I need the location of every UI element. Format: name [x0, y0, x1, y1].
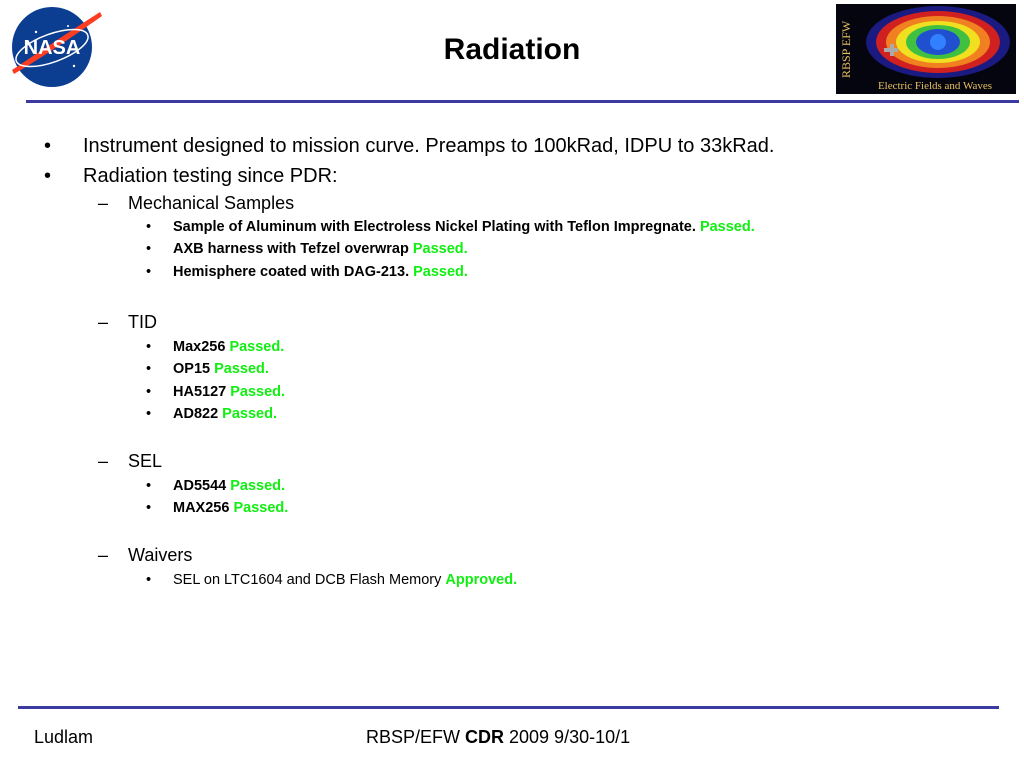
footer-prefix: RBSP/EFW: [366, 727, 466, 747]
item-text: Sample of Aluminum with Electroless Nickel Plating with Teflon Impregnate.: [173, 219, 696, 235]
bullet-dot: •: [44, 135, 52, 157]
status-passed: Passed.: [233, 500, 289, 516]
dash-marker: –: [98, 312, 109, 332]
dash-marker: –: [98, 451, 109, 471]
item-text: AD5544: [173, 478, 227, 494]
subheading-text: SEL: [128, 451, 163, 471]
item-text: Hemisphere coated with DAG-213.: [173, 264, 410, 280]
bullet-text: Instrument designed to mission curve. Preamps to 100kRad, IDPU to 33kRad.: [83, 135, 775, 157]
footer-suffix: 2009 9/30-10/1: [504, 727, 631, 747]
status-passed: Passed.: [699, 219, 755, 235]
status-passed: Passed.: [214, 361, 269, 377]
bullet-dot: •: [146, 339, 152, 355]
dash-marker: –: [98, 545, 109, 565]
bullet-dot: •: [146, 406, 152, 422]
bullet-text: Radiation testing since PDR:: [83, 165, 338, 187]
subheading-text: Waivers: [128, 545, 193, 565]
item-text: Max256: [173, 339, 226, 355]
footer-cdr: CDR: [465, 727, 505, 747]
page-title: Radiation: [443, 33, 581, 66]
item-text: AXB harness with Tefzel overwrap: [173, 241, 409, 257]
status-approved: Approved.: [445, 572, 518, 588]
bullet-dot: •: [44, 165, 52, 187]
bullet-dot: •: [146, 572, 152, 588]
status-passed: Passed.: [230, 384, 286, 400]
header-divider: [26, 100, 1019, 103]
subheading-text: Mechanical Samples: [128, 193, 295, 213]
bullet-dot: •: [146, 241, 152, 257]
bullet-dot: •: [146, 264, 152, 280]
bullet-dot: •: [146, 219, 152, 235]
item-text: MAX256: [173, 500, 230, 516]
bullet-dot: •: [146, 384, 152, 400]
status-passed: Passed.: [229, 339, 285, 355]
status-passed: Passed.: [412, 241, 468, 257]
item-text: AD822: [173, 406, 219, 422]
status-passed: Passed.: [222, 406, 277, 422]
rbsp-efw-caption: Electric Fields and Waves: [877, 80, 993, 92]
nasa-logo-text: NASA: [23, 37, 81, 59]
status-passed: Passed.: [413, 264, 468, 280]
bullet-dot: •: [146, 478, 152, 494]
item-text: SEL on LTC1604 and DCB Flash Memory: [173, 572, 442, 588]
rbsp-efw-vertical-text: RBSP EFW: [839, 20, 853, 78]
dash-marker: –: [98, 193, 109, 213]
item-text: HA5127: [173, 384, 227, 400]
footer-divider: [18, 706, 999, 709]
bullet-dot: •: [146, 361, 152, 377]
footer-author: Ludlam: [34, 727, 94, 747]
status-passed: Passed.: [230, 478, 286, 494]
item-text: OP15: [173, 361, 211, 377]
bullet-dot: •: [146, 500, 152, 516]
footer-event: [366, 727, 630, 748]
subheading-text: TID: [128, 312, 157, 332]
